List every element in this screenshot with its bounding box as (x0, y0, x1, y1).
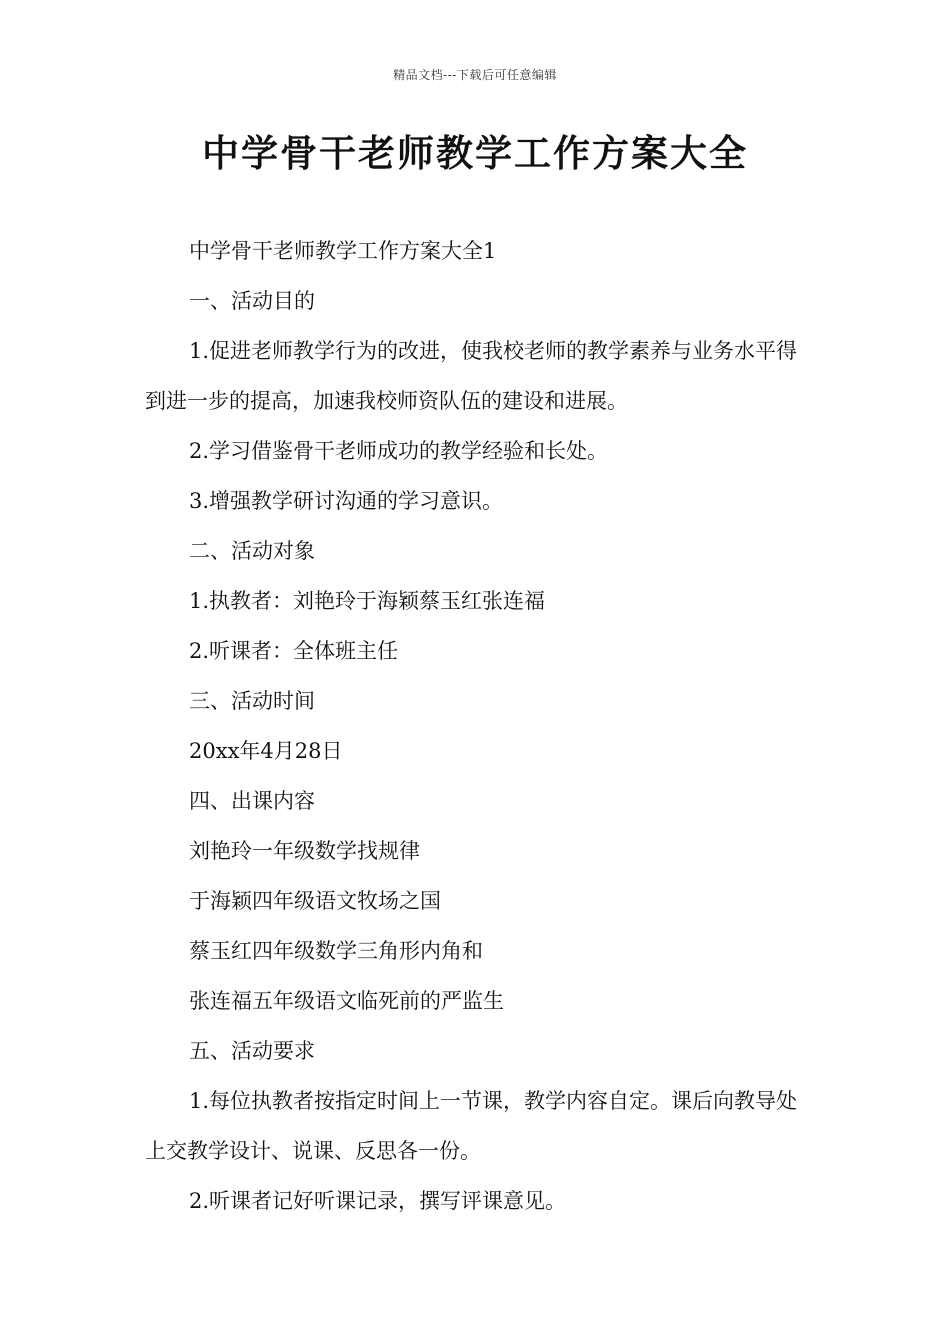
section-heading-purpose: 一、活动目的 (189, 289, 315, 313)
document-title: 中学骨干老师教学工作方案大全 (202, 132, 748, 175)
paragraph-date: 20xx年4月28日 (189, 739, 343, 763)
paragraph: 1.每位执教者按指定时间上一节课，教学内容自定。课后向教导处上交教学设计、说课、反思各一份。 (145, 1089, 798, 1163)
section-heading: 中学骨干老师教学工作方案大全1 (189, 239, 497, 263)
lesson-item: 于海颖四年级语文牧场之国 (189, 889, 441, 913)
section-heading-lessons: 四、出课内容 (189, 789, 315, 813)
document-body (145, 226, 810, 1226)
lesson-item: 蔡玉红四年级数学三角形内角和 (189, 939, 483, 963)
lesson-item: 张连福五年级语文临死前的严监生 (189, 989, 504, 1013)
section-heading-time: 三、活动时间 (189, 689, 315, 713)
paragraph: 1.促进老师教学行为的改进，使我校老师的教学素养与业务水平得到进一步的提高，加速我校师资队伍的建设和进展。 (145, 339, 798, 413)
section-heading-requirements: 五、活动要求 (189, 1039, 315, 1063)
paragraph: 2.听课者记好听课记录，撰写评课意见。 (189, 1189, 567, 1213)
section-heading-participants: 二、活动对象 (189, 539, 315, 563)
header-note: 精品文档---下载后可任意编辑 (393, 68, 557, 82)
paragraph: 2.听课者：全体班主任 (189, 639, 399, 663)
paragraph: 2.学习借鉴骨干老师成功的教学经验和长处。 (189, 439, 609, 463)
lesson-item: 刘艳玲一年级数学找规律 (189, 839, 420, 863)
paragraph: 1.执教者：刘艳玲于海颖蔡玉红张连福 (189, 589, 546, 613)
paragraph: 3.增强教学研讨沟通的学习意识。 (189, 489, 504, 513)
